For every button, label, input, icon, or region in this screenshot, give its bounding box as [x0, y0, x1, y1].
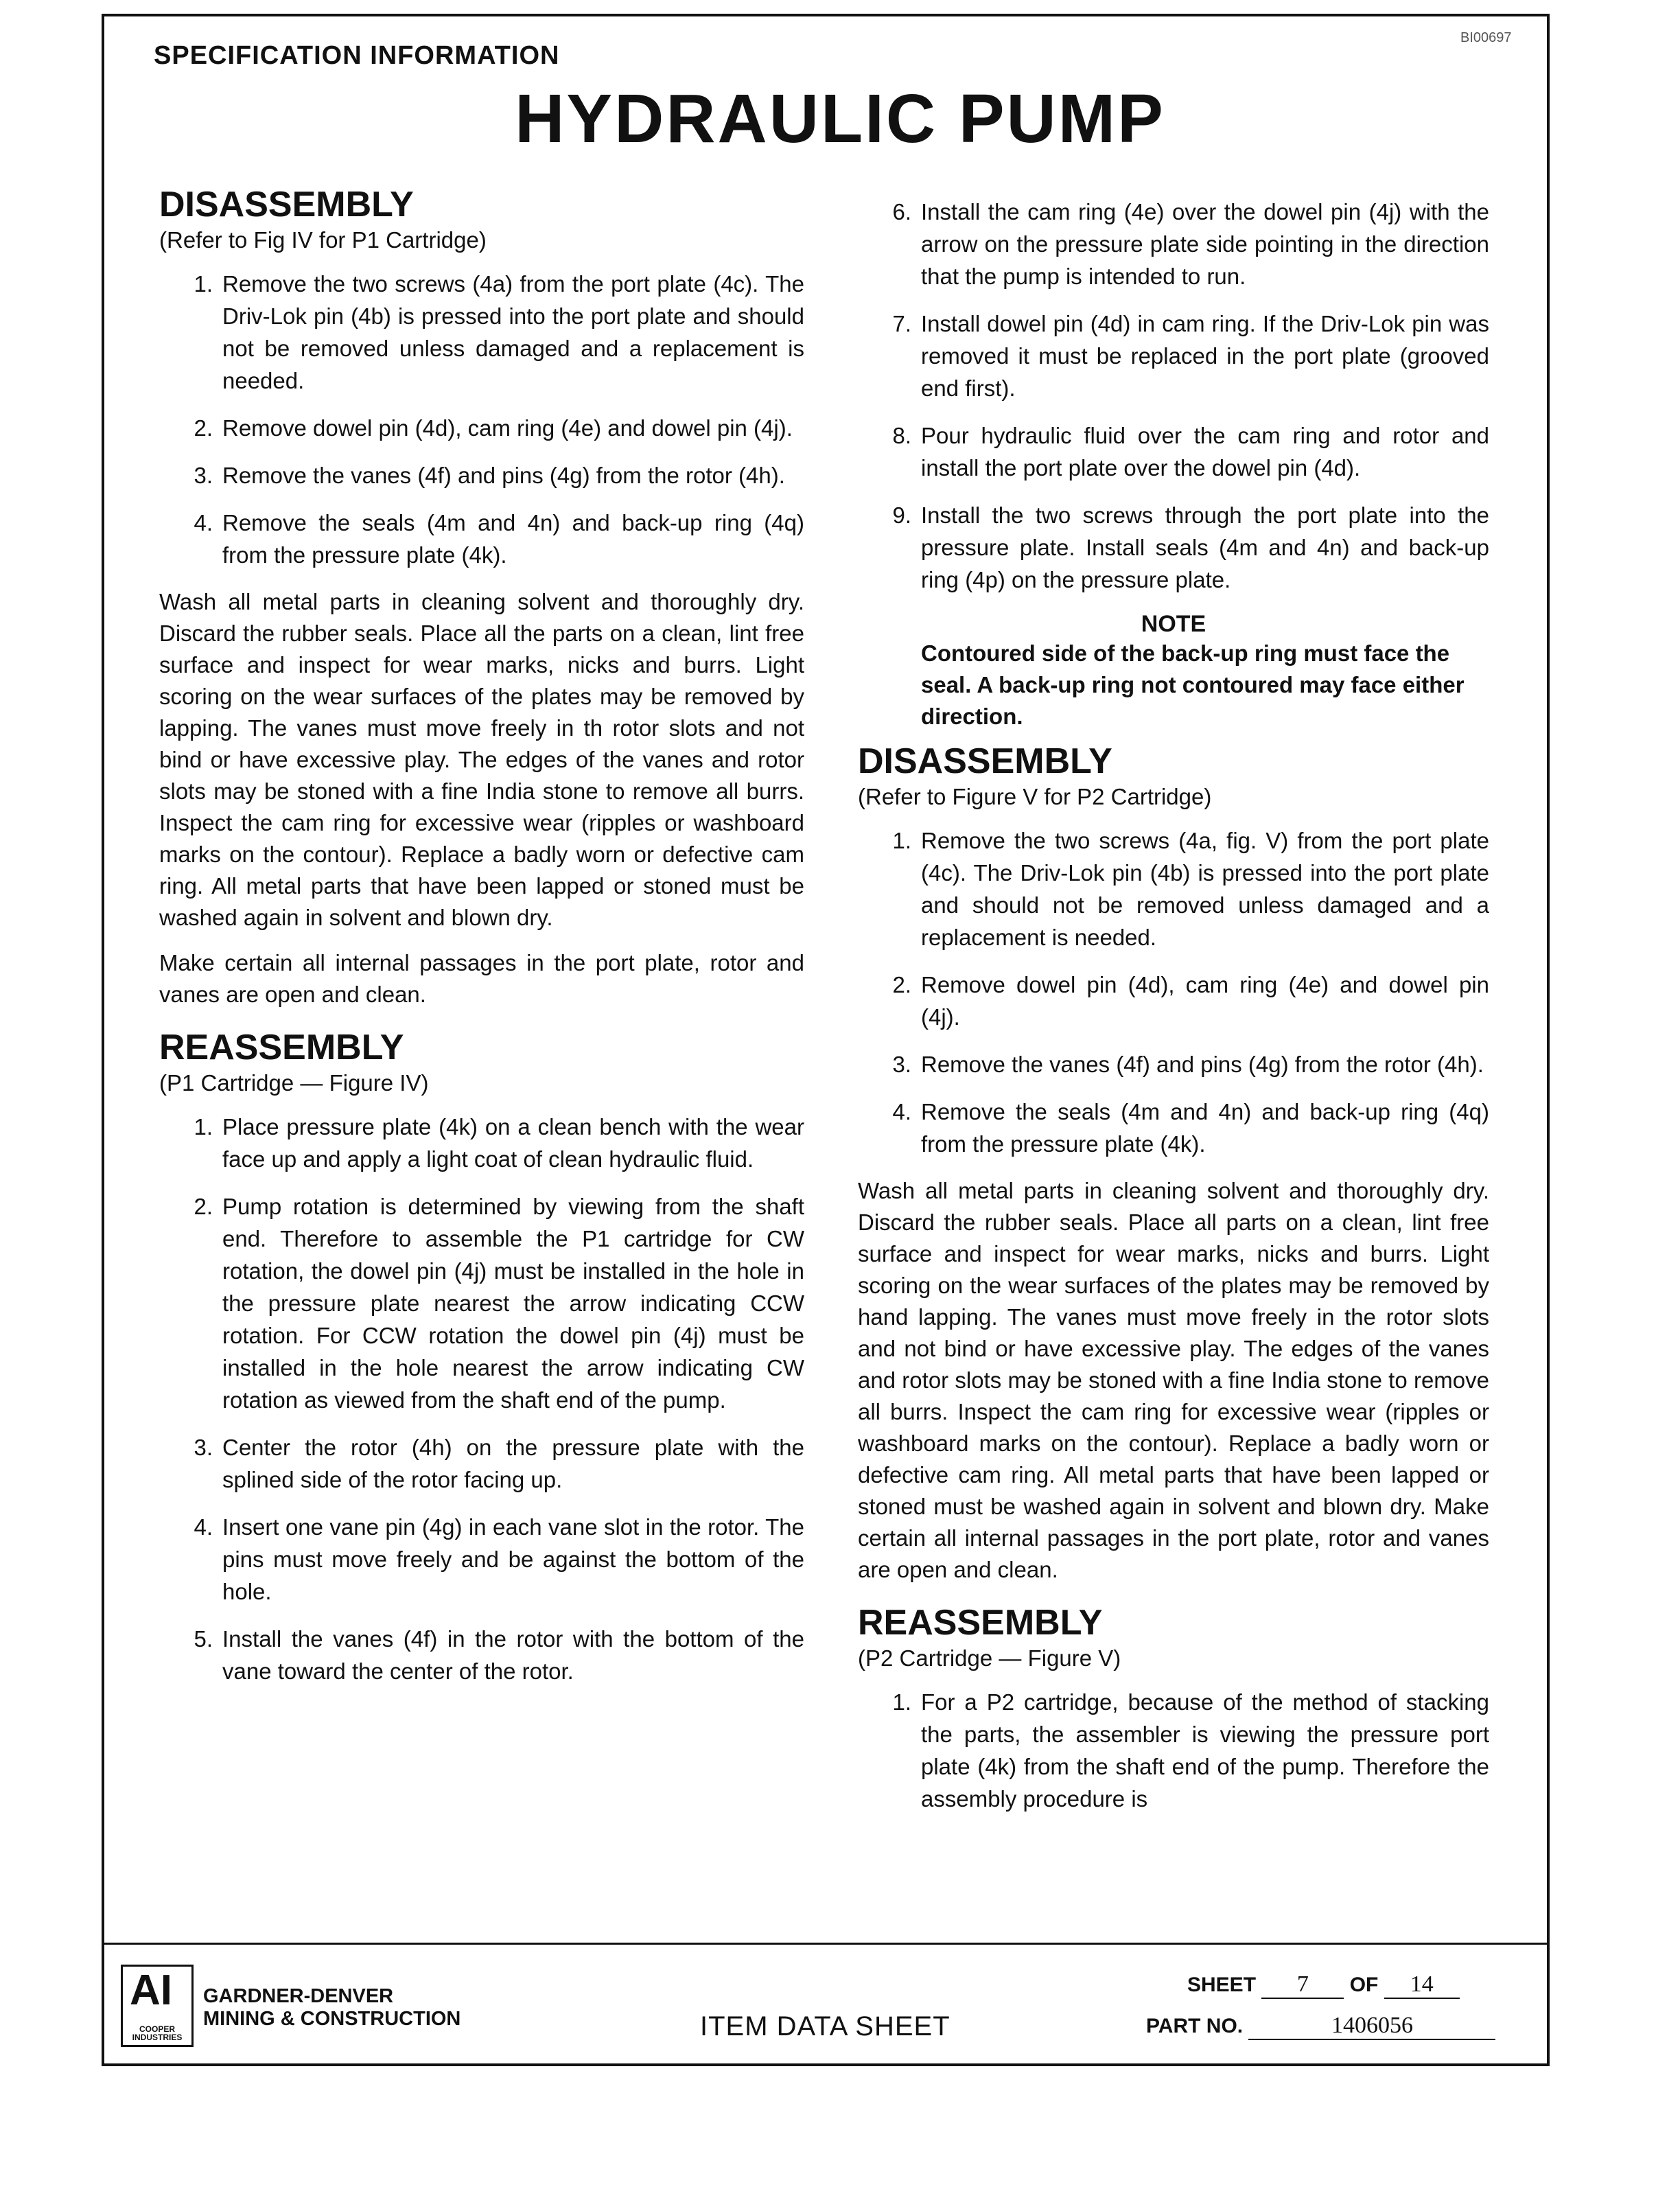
p2-disassembly-ref: (Refer to Figure V for P2 Cartridge) — [858, 784, 1212, 810]
list-item: 1. Remove the two screws (4a) from the port plate (4c). The Driv-Lok pin (4b) is pressed into the port plate and should not be removed unless damaged and a replacement is needed. — [194, 271, 804, 394]
document-id: BI00697 — [1460, 30, 1512, 45]
list-item: 4. Remove the seals (4m and 4n) and back-up ring (4q) from the pressure plate (4k). — [892, 1099, 1489, 1157]
list-item: 2. Pump rotation is determined by viewing from the shaft end. Therefore to assemble the P1 cartridge for CW rotation, the dowel pin (4j) must be installed in the hole in the pressure plate nearest the arrow indicating CCW rotation. For CCW rotation the dowel pin (4j) must be installed in the hole nearest the arrow indicating CW rotation as viewed from the shaft end of the pump. — [194, 1194, 804, 1413]
p1-reassembly-steps — [159, 1111, 804, 1687]
list-item: 3. Remove the vanes (4f) and pins (4g) from the rotor (4h). — [892, 1052, 1484, 1078]
p2-reassembly-heading: REASSEMBLY — [858, 1603, 1103, 1643]
p1-reassembly-steps-cont — [858, 196, 1489, 596]
p2-cleaning-paragraph: Wash all metal parts in cleaning solvent and thoroughly dry. Discard the rubber seals. Place all parts on a clean, lint free surface and inspect for wear marks, nicks and burrs. Light scoring on the wear surfaces of the plates may be removed by hand lapping. The vanes must move freely in the rotor slots and not bind or have excessive play. The edges of the vanes and rotor slots may be stoned with a fine India stone to remove all burrs. Inspect the cam ring for excessive wear (ripples or washboard marks on the contour). Replace a badly worn or defective cam ring. All metal parts that have been lapped or stoned must be washed again in solvent and blown dry. Make certain all internal passages in the port plate, rotor and vanes are open and clean. — [858, 1178, 1489, 1583]
p1-reassembly-heading: REASSEMBLY — [159, 1028, 404, 1068]
p2-disassembly-steps — [858, 824, 1489, 1160]
part-number: PART NO. 1406056 — [1146, 2013, 1495, 2040]
list-item: 4. Remove the seals (4m and 4n) and back-up ring (4q) from the pressure plate (4k). — [194, 510, 804, 568]
item-data-sheet-label: ITEM DATA SHEET — [700, 2011, 950, 2041]
list-item: 1. Place pressure plate (4k) on a clean bench with the wear face up and apply a light coat of clean hydraulic fluid. — [194, 1114, 804, 1172]
p1-disassembly-steps — [159, 268, 804, 571]
section-label: SPECIFICATION INFORMATION — [154, 41, 560, 70]
list-item: 7. Install dowel pin (4d) in cam ring. If the Driv-Lok pin was removed it must be replaced in the port plate (grooved end first). — [892, 311, 1489, 401]
left-column — [159, 185, 804, 1702]
p2-disassembly-heading: DISASSEMBLY — [858, 741, 1112, 781]
list-item: 3. Remove the vanes (4f) and pins (4g) from the rotor (4h). — [194, 463, 785, 489]
p1-reassembly-ref: (P1 Cartridge — Figure IV) — [159, 1070, 429, 1096]
company-line-2: MINING & CONSTRUCTION — [203, 2008, 461, 2030]
footer-divider — [102, 1943, 1550, 1945]
list-item: 2. Remove dowel pin (4d), cam ring (4e) and dowel pin (4j). — [194, 415, 793, 441]
list-item: 5. Install the vanes (4f) in the rotor with the bottom of the vane toward the center of the rotor. — [194, 1626, 804, 1685]
list-item: 3. Center the rotor (4h) on the pressure plate with the splined side of the rotor facing up. — [194, 1435, 804, 1493]
sheet-total: 14 — [1384, 1971, 1460, 1999]
list-item: 9. Install the two screws through the port plate into the pressure plate. Install seals (4m and 4n) and back-up ring (4p) on the pressure plate. — [892, 502, 1489, 592]
p1-cleaning-paragraph: Wash all metal parts in cleaning solvent and thoroughly dry. Discard the rubber seals. Place all the parts on a clean, lint free surface and inspect for wear marks, nicks and burrs. Light scoring on the wear surfaces of the plates may be removed by lapping. The vanes must move freely in th rotor slots and not bind or have excessive play. The edges of the vanes and rotor slots may be stoned with a fine India stone to remove all burrs. Inspect the cam ring for excessive wear (ripples or washboard marks on the contour). Replace a badly worn or defective cam ring. All metal parts that have been lapped or stoned must be washed again in solvent and blown dry. — [159, 589, 804, 931]
list-item: 8. Pour hydraulic fluid over the cam ring and rotor and install the port plate over the dowel pin (4d). — [892, 423, 1489, 481]
company-logo — [121, 1965, 194, 2047]
company-line-1: GARDNER-DENVER — [203, 1985, 394, 2007]
p2-reassembly-steps — [858, 1686, 1489, 1815]
logo-caption: COOPER INDUSTRIES — [132, 2024, 183, 2043]
p1-disassembly-heading: DISASSEMBLY — [159, 185, 414, 224]
list-item: 1. Remove the two screws (4a, fig. V) from the port plate (4c). The Driv-Lok pin (4b) is pressed into the port plate and should not be removed unless damaged and a replacement is needed. — [892, 828, 1489, 951]
page-title: HYDRAULIC PUMP — [515, 80, 1165, 157]
list-item: 6. Install the cam ring (4e) over the dowel pin (4j) with the arrow on the pressure plate side pointing in the direction that the pump is intended to run. — [892, 199, 1489, 289]
sheet-current: 7 — [1261, 1971, 1344, 1999]
part-number-value: 1406056 — [1248, 2013, 1495, 2040]
note-text: Contoured side of the back-up ring must face the seal. A back-up ring not contoured may face either direction. — [921, 640, 1465, 729]
right-column — [858, 196, 1489, 1830]
p1-passages-paragraph: Make certain all internal passages in the port plate, rotor and vanes are open and clean. — [159, 950, 804, 1008]
sheet-number: SHEET 7 OF 14 — [1187, 1971, 1460, 1999]
p2-reassembly-ref: (P2 Cartridge — Figure V) — [858, 1645, 1121, 1671]
logo-mark: AI — [130, 1967, 172, 2014]
company-name — [203, 1985, 460, 2030]
list-item: 2. Remove dowel pin (4d), cam ring (4e) and dowel pin (4j). — [892, 972, 1489, 1030]
list-item: 1. For a P2 cartridge, because of the method of stacking the parts, the assembler is viewing the pressure port plate (4k) from the shaft end of the pump. Therefore the assembly procedure is — [892, 1689, 1489, 1812]
list-item: 4. Insert one vane pin (4g) in each vane slot in the rotor. The pins must move freely and be against the bottom of the hole. — [194, 1514, 804, 1605]
p1-disassembly-ref: (Refer to Fig IV for P1 Cartridge) — [159, 227, 487, 253]
note-heading: NOTE — [1141, 611, 1206, 637]
